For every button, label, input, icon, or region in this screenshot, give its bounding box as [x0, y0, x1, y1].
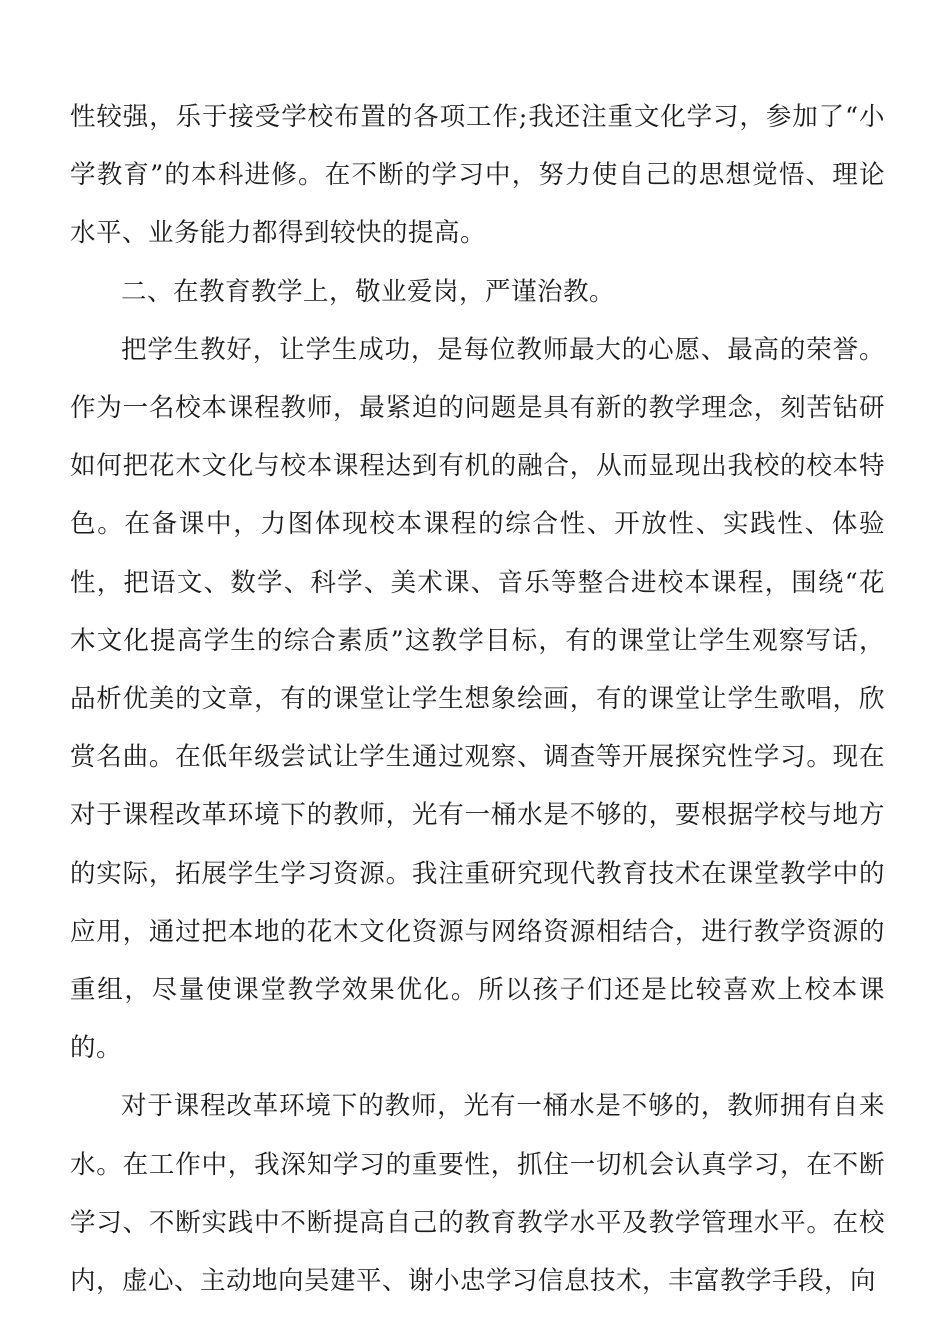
paragraph-learning: 对于课程改革环境下的教师，光有一桶水是不够的，教师拥有自来水。在工作中，我深知学习的重要性，抓住一切机会认真学习，在不断学习、不断实践中不断提高自己的教育教学水平及教学管理水平。在校内，虚心、主动地向吴建平、谢小忠学习信息技术，丰富教学手段，向: [70, 1091, 885, 1297]
document-body: [70, 88, 885, 1310]
paragraph-teaching: 把学生教好，让学生成功，是每位教师最大的心愿、最高的荣誉。作为一名校本课程教师，最紧迫的问题是具有新的教学理念，刻苦钻研如何把花木文化与校本课程达到有机的融合，从而显现出我校的校本特色。在备课中，力图体现校本课程的综合性、开放性、实践性、体验性，把语文、数学、科学、美术课、音乐等整合进校本课程，围绕“花木文化提高学生的综合素质”这教学目标，有的课堂让学生观察写话，品析优美的文章，有的课堂让学生想象绘画，有的课堂让学生歌唱，欣赏名曲。在低年级尝试让学生通过观察、调查等开展探究性学习。现在对于课程改革环境下的教师，光有一桶水是不够的，要根据学校与地方的实际，拓展学生学习资源。我注重研究现代教育技术在课堂教学中的应用，通过把本地的花木文化资源与网络资源相结合，进行教学资源的重组，尽量使课堂教学效果优化。所以孩子们还是比较喜欢上校本课的。: [70, 334, 885, 1064]
paragraph-continued: 性较强，乐于接受学校布置的各项工作;我还注重文化学习，参加了“小学教育”的本科进修。在不断的学习中，努力使自己的思想觉悟、理论水平、业务能力都得到较快的提高。: [70, 102, 885, 249]
section-two-heading: 二、在教育教学上，敬业爱岗，严谨治教。: [121, 276, 616, 307]
